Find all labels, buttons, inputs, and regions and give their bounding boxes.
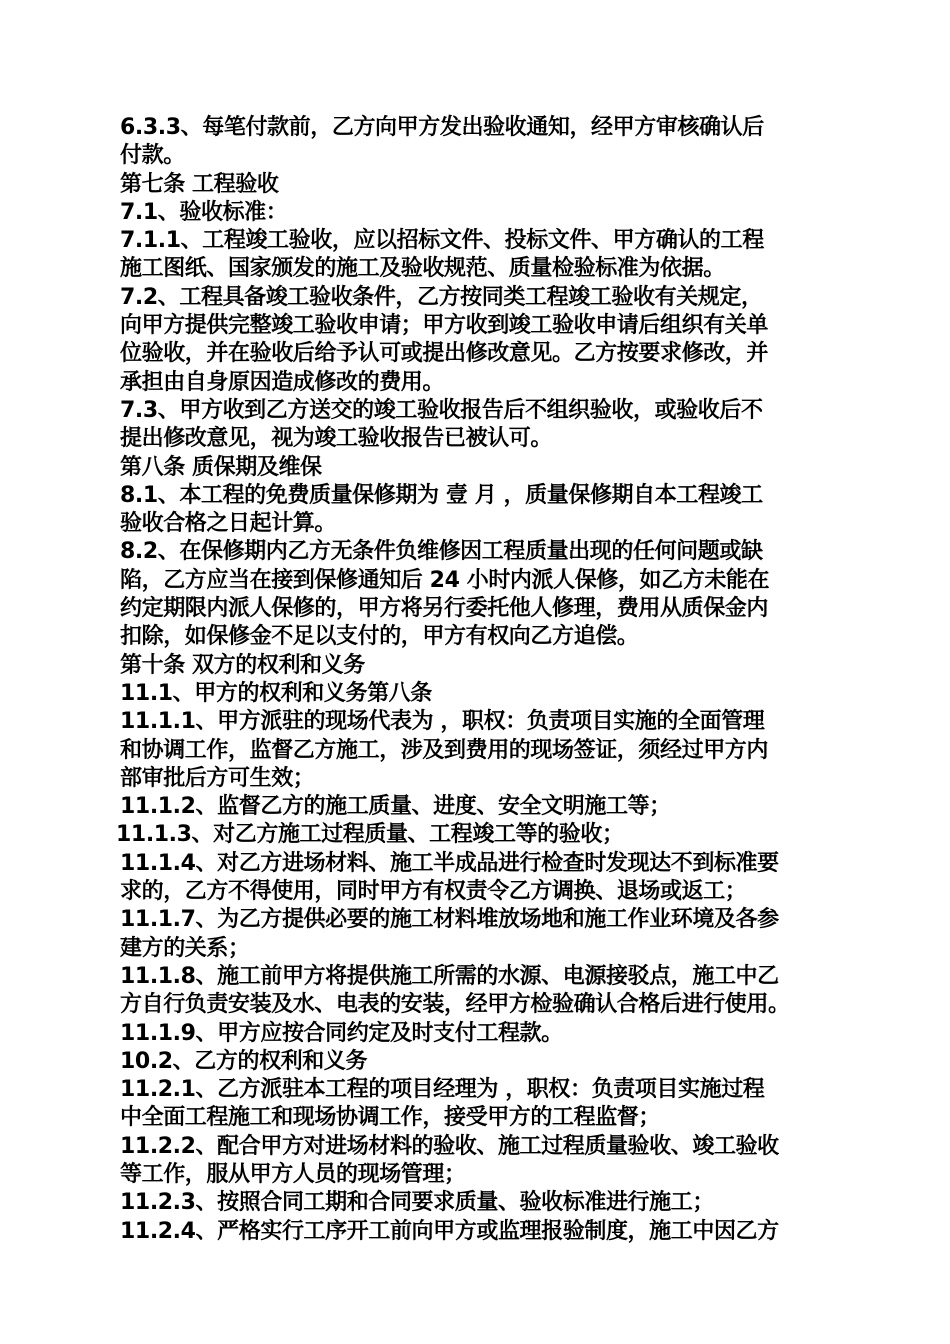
paragraph [112,1133,850,1190]
text-line: 验收合格之日起计算。 [120,511,337,537]
paragraph [112,963,850,1020]
text-line: 11.2.1、乙方派驻本工程的项目经理为 ，职权：负责项目实施过程 [120,1077,765,1103]
text-line: 陷，乙方应当在接到保修通知后 24 小时内派人保修，如乙方未能在 [120,567,770,593]
text-line: 11.2.2、配合甲方对进场材料的验收、施工过程质量验收、竣工验收 [120,1133,779,1159]
text-line: 11.1.3、对乙方施工过程质量、工程竣工等的验收； [116,822,624,848]
document-page [112,114,850,1246]
text-line: 等工作，服从甲方人员的现场管理； [120,1161,466,1187]
text-line: 11.1.2、监督乙方的施工质量、进度、安全文明施工等； [120,794,671,820]
text-line: 部审批后方可生效； [120,765,315,791]
text-line: 向甲方提供完整竣工验收申请；甲方收到竣工验收申请后组织有关单 [120,313,769,339]
text-line: 10.2、乙方的权利和义务 [120,1048,368,1074]
paragraph [112,454,850,482]
text-line: 11.1、甲方的权利和义务第八条 [120,680,432,706]
paragraph [112,114,850,171]
text-line: 第八条 质保期及维保 [120,454,322,480]
paragraph [112,1189,850,1217]
paragraph [112,397,850,454]
text-line: 11.2.4、严格实行工序开工前向甲方或监理报验制度，施工中因乙方 [120,1218,779,1244]
text-line: 8.1、本工程的免费质量保修期为 壹 月 ，质量保修期自本工程竣工 [120,482,763,508]
paragraph [112,284,850,397]
paragraph [112,850,850,907]
text-line: 7.1.1、工程竣工验收，应以招标文件、投标文件、甲方确认的工程 [120,228,764,254]
paragraph [112,199,850,227]
paragraph [112,1076,850,1133]
paragraph [112,171,850,199]
paragraph [112,793,850,821]
text-line: 7.3、甲方收到乙方送交的竣工验收报告后不组织验收，或验收后不 [120,397,763,423]
paragraph [112,1020,850,1048]
text-line: 11.2.3、按照合同工期和合同要求质量、验收标准进行施工； [120,1190,714,1216]
text-line: 施工图纸、国家颁发的施工及验收规范、质量检验标准为依据。 [120,256,725,282]
text-line: 7.2、工程具备竣工验收条件，乙方按同类工程竣工验收有关规定， [120,284,763,310]
paragraph [112,482,850,539]
text-line: 7.1、验收标准： [120,199,288,225]
paragraph [112,227,850,284]
paragraph [112,906,850,963]
paragraph [112,538,850,651]
text-line: 11.1.1、甲方派驻的现场代表为 ，职权：负责项目实施的全面管理 [120,709,765,735]
text-line: 和协调工作，监督乙方施工，涉及到费用的现场签证，须经过甲方内 [120,737,769,763]
text-line: 第七条 工程验收 [120,171,279,197]
paragraph [112,1048,850,1076]
text-line: 11.1.7、为乙方提供必要的施工材料堆放场地和施工作业环境及各参 [120,907,779,933]
paragraph [112,1218,850,1246]
text-line: 11.1.8、施工前甲方将提供施工所需的水源、电源接驳点，施工中乙 [120,963,779,989]
text-line: 第十条 双方的权利和义务 [120,652,365,678]
text-line: 付款。 [120,143,185,169]
text-line: 位验收，并在验收后给予认可或提出修改意见。乙方按要求修改，并 [120,341,769,367]
text-line: 8.2、在保修期内乙方无条件负维修因工程质量出现的任何问题或缺 [120,539,763,565]
paragraph [112,708,850,793]
text-line: 扣除，如保修金不足以支付的，甲方有权向乙方追偿。 [120,624,639,650]
text-line: 求的，乙方不得使用，同时甲方有权责令乙方调换、退场或返工； [120,879,747,905]
text-line: 中全面工程施工和现场协调工作，接受甲方的工程监督； [120,1105,661,1131]
text-line: 建方的关系； [120,935,250,961]
paragraph [112,652,850,680]
text-line: 11.1.9、甲方应按合同约定及时支付工程款。 [120,1020,563,1046]
text-line: 方自行负责安装及水、电表的安装，经甲方检验确认合格后进行使用。 [120,992,790,1018]
text-line: 约定期限内派人保修的，甲方将另行委托他人修理，费用从质保金内 [120,596,769,622]
text-line: 提出修改意见，视为竣工验收报告已被认可。 [120,426,553,452]
text-line: 承担由自身原因造成修改的费用。 [120,369,445,395]
paragraph [112,821,850,849]
text-line: 6.3.3、每笔付款前，乙方向甲方发出验收通知，经甲方审核确认后 [120,115,764,140]
paragraph [112,680,850,708]
text-line: 11.1.4、对乙方进场材料、施工半成品进行检查时发现达不到标准要 [120,850,779,876]
